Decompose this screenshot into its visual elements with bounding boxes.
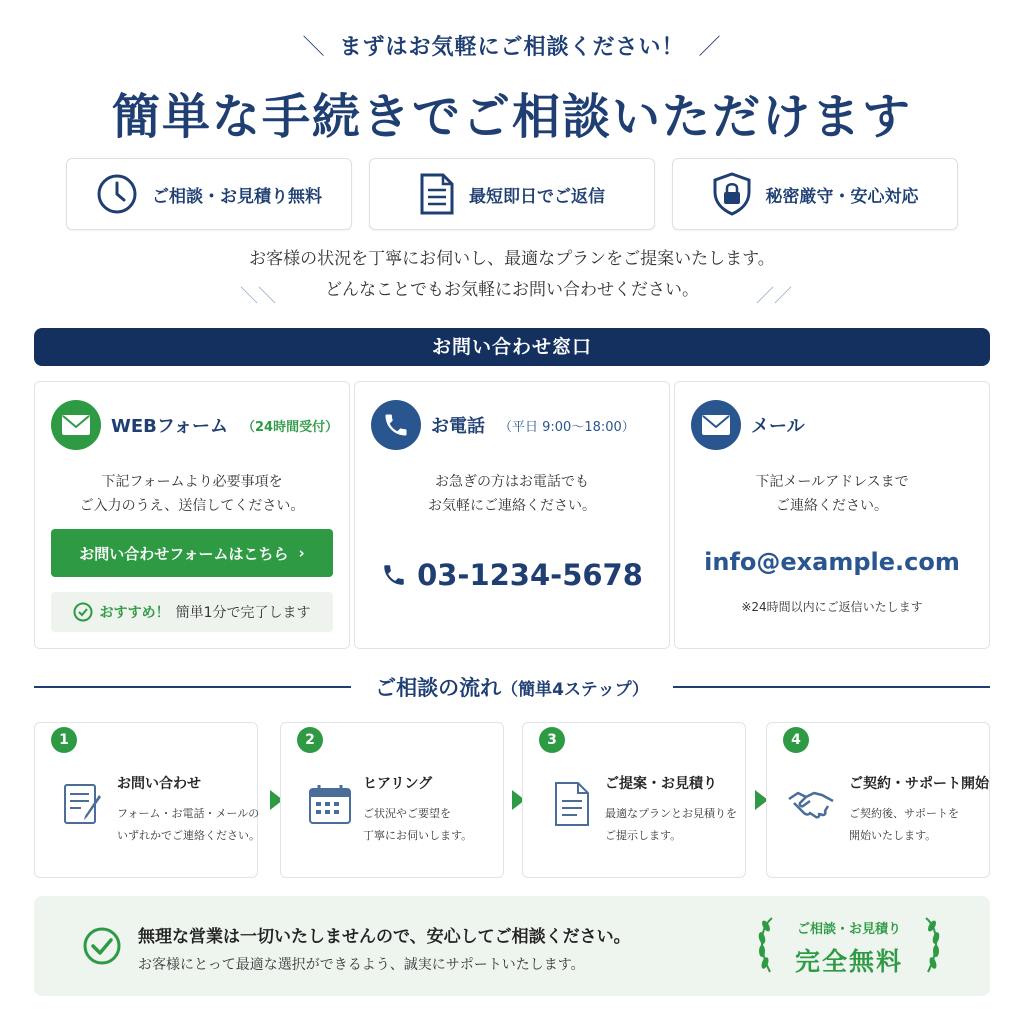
web-form-desc-line-2: ご入力のうえ、送信してください。 (79, 498, 305, 514)
recommend-note (51, 592, 333, 632)
sparkle-decoration-left: ＼＼ (240, 286, 276, 307)
feature-label: 最短即日でご返信 (469, 186, 605, 207)
email-reply-note: ※24時間以内にご返信いたします (741, 600, 923, 614)
phone-number: 03-1234-5678 (417, 558, 643, 592)
email-desc-line-2: ご連絡ください。 (776, 498, 888, 514)
intro-text (0, 244, 1024, 306)
badge-main-text: 完全無料 (794, 947, 903, 976)
step-desc-line-2: ご提示します。 (605, 829, 682, 842)
shield-lock-icon (712, 172, 752, 216)
document-icon (419, 172, 455, 216)
step-number-badge: 3 (539, 727, 565, 753)
step-desc-line-1: ご契約後、サポートを (849, 807, 959, 820)
web-form-desc-line-1: 下記フォームより必要事項を (101, 474, 283, 490)
flow-subtitle: （簡単4ステップ） (501, 680, 649, 700)
intro-line-1: お客様の状況を丁寧にお伺いし、最適なプランをご提案いたします。 (249, 249, 775, 269)
flow-steps (34, 722, 990, 878)
sub-heading (0, 30, 1024, 61)
step-description (363, 803, 472, 847)
step-desc-line-2: 開始いたします。 (849, 829, 937, 842)
flow-heading (34, 672, 990, 702)
email-desc-line-1: 下記メールアドレスまで (755, 474, 909, 490)
feature-list (66, 158, 958, 230)
step-title: お問い合わせ (117, 776, 201, 792)
slash-decoration-right: ／ (698, 35, 722, 60)
email-title: メール (751, 416, 805, 437)
proposal-document-icon (547, 779, 597, 829)
contact-form-button-label: お問い合わせフォームはこちら (79, 544, 289, 563)
free-badge (754, 910, 944, 982)
flow-title-text: ご相談の流れ (375, 676, 502, 700)
email-description (675, 470, 989, 518)
step-description (605, 803, 737, 847)
recommend-label: おすすめ！ (99, 605, 170, 621)
divider (34, 686, 351, 688)
step-title: ヒアリング (363, 776, 433, 792)
step-desc-line-1: 最適なプランとお見積りを (605, 807, 737, 820)
web-form-title: WEBフォーム (111, 416, 228, 437)
step-title: ご提案・お見積り (605, 776, 717, 792)
reassurance-sub-text: お客様にとって最適な選択ができるよう、誠実にサポートいたします。 (138, 957, 585, 973)
step-title: ご契約・サポート開始 (849, 776, 989, 792)
feature-label: 秘密厳守・安心対応 (765, 186, 919, 207)
envelope-icon (691, 400, 741, 450)
web-form-hours: （24時間受付） (241, 419, 339, 435)
step-card (522, 722, 746, 878)
flow-title (351, 672, 673, 702)
step-card (766, 722, 990, 878)
reassurance-panel (34, 896, 990, 996)
chevron-right-icon: › (298, 544, 305, 562)
handshake-icon (783, 779, 839, 829)
contact-form-button[interactable] (51, 529, 333, 577)
mail-icon (51, 400, 101, 450)
form-pen-icon (59, 779, 109, 829)
feature-quick-reply (369, 158, 655, 230)
contact-cards (34, 381, 990, 649)
step-desc-line-1: フォーム・お電話・メールの (117, 807, 260, 820)
divider (673, 686, 990, 688)
page-title: 簡単な手続きでご相談いただけます (111, 89, 912, 145)
step-number-badge: 1 (51, 727, 77, 753)
email-address-link[interactable]: info@example.com (704, 548, 960, 576)
check-circle-icon (82, 926, 122, 966)
step-card (34, 722, 258, 878)
phone-icon (371, 400, 421, 450)
step-card (280, 722, 504, 878)
badge-top-text: ご相談・お見積り (796, 922, 901, 937)
web-form-card (34, 381, 350, 649)
step-number-badge: 2 (297, 727, 323, 753)
phone-desc-line-1: お急ぎの方はお電話でも (435, 474, 589, 490)
phone-number-link[interactable] (355, 558, 669, 592)
recommend-text: 簡単1分で完了します (175, 605, 311, 621)
phone-card (354, 381, 670, 649)
step-description (849, 803, 959, 847)
intro-line-2: どんなことでもお気軽にお問い合わせください。 (325, 280, 699, 300)
phone-hours: （平日 9:00〜18:00） (499, 419, 635, 435)
check-circle-icon (73, 602, 93, 622)
feature-free-consultation (66, 158, 352, 230)
step-desc-line-1: ご状況やご要望を (363, 807, 451, 820)
email-card (674, 381, 990, 649)
calendar-icon (305, 779, 355, 829)
reassurance-main-text: 無理な営業は一切いたしませんので、安心してご相談ください。 (138, 927, 631, 947)
phone-card-header (371, 400, 635, 450)
phone-title: お電話 (431, 416, 485, 437)
clock-icon (96, 173, 138, 215)
phone-desc-line-2: お気軽にご連絡ください。 (428, 498, 596, 514)
sub-heading-text: まずはお気軽にご相談ください！ (339, 35, 685, 60)
step-description (117, 803, 260, 847)
sparkle-decoration-right: ／／ (756, 286, 792, 307)
phone-small-icon (381, 562, 407, 588)
email-card-header (691, 400, 805, 450)
slash-decoration-left: ＼ (302, 35, 326, 60)
step-desc-line-2: いずれかでご連絡ください。 (117, 829, 260, 842)
contact-banner: お問い合わせ窓口 (34, 328, 990, 366)
step-desc-line-2: 丁寧にお伺いします。 (363, 829, 473, 842)
web-form-card-header (51, 400, 338, 450)
web-form-description (35, 470, 349, 518)
phone-description (355, 470, 669, 518)
feature-confidentiality (672, 158, 958, 230)
step-number-badge: 4 (783, 727, 809, 753)
feature-label: ご相談・お見積り無料 (152, 186, 322, 207)
